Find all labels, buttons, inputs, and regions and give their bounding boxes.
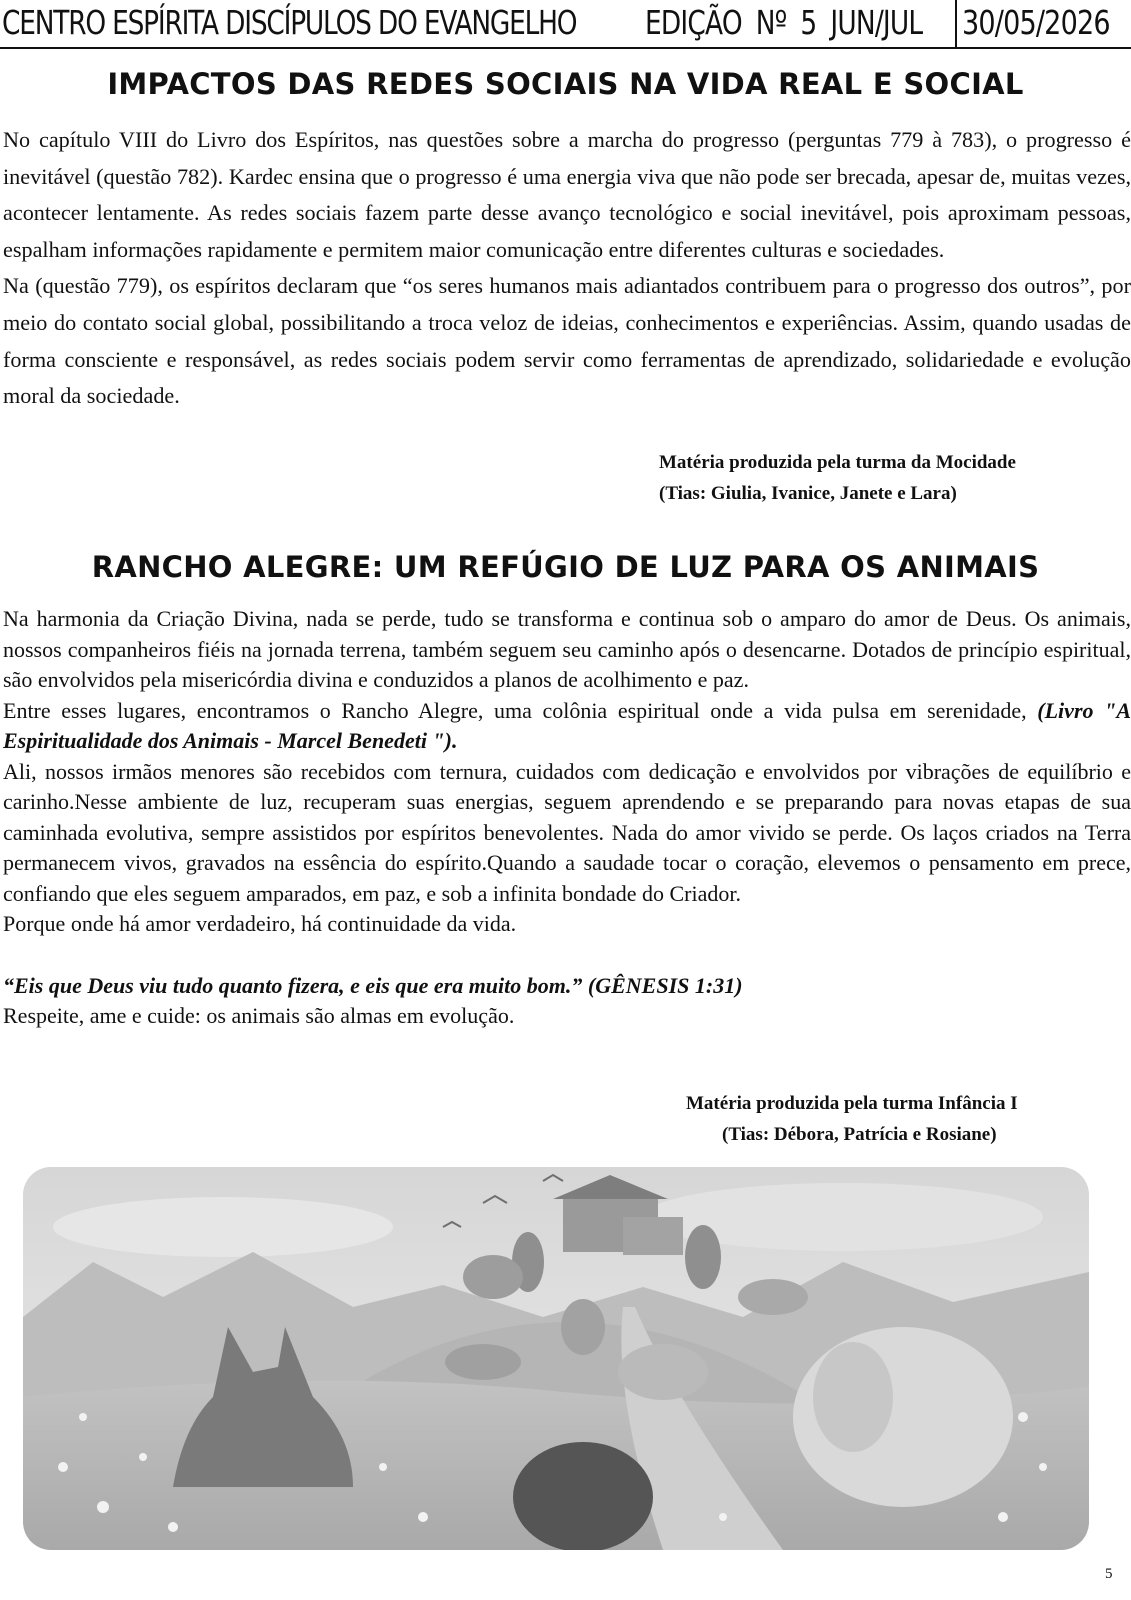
closing-line: Respeite, ame e cuide: os animais são almas em evolução.: [3, 1003, 515, 1028]
article2-credit: Matéria produzida pela turma Infância I: [686, 1093, 1018, 1114]
article1-body: [3, 122, 1131, 415]
article1-credit-names: (Tias: Giulia, Ivanice, Janete e Lara): [659, 483, 957, 504]
article2-paragraph-text: Entre esses lugares, encontramos o Rancho Alegre, uma colônia espiritual onde a vida pulsa em serenidade,: [3, 697, 1027, 723]
article1-paragraph: Na (questão 779), os espíritos declaram que “os seres humanos mais adiantados contribuem para o progresso dos outros”, por meio do contato social global, possibilitando a troca veloz de ideias, conhecimentos e experiências. Assim, quando usadas de forma consciente e responsável, as redes sociais podem servir como ferramentas de aprendizado, solidariedade e evolução moral da sociedade.: [3, 273, 1131, 409]
article1-credit: Matéria produzida pela turma da Mocidade: [659, 452, 1016, 473]
header-divider: [955, 0, 957, 49]
article2-paragraph: Na harmonia da Criação Divina, nada se perde, tudo se transforma e continua sob o amparo do amor de Deus. Os animais, nossos companheiros fiéis na jornada terrena, também seguem seu caminho após o desencarne. Dotados de princípio espiritual, são envolvidos pela misericórdia divina e conduzidos a planos de acolhimento e paz.: [3, 606, 1131, 692]
article2-body: [3, 604, 1131, 1032]
issue-date: 30/05/2026: [962, 3, 1110, 42]
article1-title: IMPACTOS DAS REDES SOCIAIS NA VIDA REAL E SOCIAL: [107, 67, 1024, 101]
page-number: 5: [1105, 1566, 1113, 1582]
article2-paragraph: Ali, nossos irmãos menores são recebidos com ternura, cuidados com dedicação e envolvidos por vibrações de equilíbrio e carinho.Nesse ambiente de luz, recuperam suas energias, seguem aprendendo e se preparando para novas etapas de sua caminhada evolutiva, sempre assistidos por espíritos benevolentes. Nada do amor vivido se perde. Os laços criados na Terra permanecem vivos, gravados na essência do espírito.Quando a saudade tocar o coração, elevemos o pensamento em prece, confiando que eles seguem amparados, em paz, e sob a infinita bondade do Criador.: [3, 758, 1131, 906]
masthead: [0, 0, 1131, 49]
article1-paragraph: No capítulo VIII do Livro dos Espíritos, nas questões sobre a marcha do progresso (perguntas 779 à 783), o progresso é inevitável (questão 782). Kardec ensina que o progresso é uma energia viva que não pode ser brecada, apesar de, muitas vezes, acontecer lentamente. As redes sociais fazem parte desse avanço tecnológico e social inevitável, pois aproximam pessoas, espalham informações rapidamente e permitem maior comunicação entre diferentes culturas e sociedades.: [3, 127, 1131, 262]
article2-title: RANCHO ALEGRE: UM REFÚGIO DE LUZ PARA OS ANIMAIS: [91, 550, 1040, 584]
bible-quote: “Eis que Deus viu tudo quanto fizera, e eis que era muito bom.” (GÊNESIS 1:31): [3, 972, 743, 998]
edition-label: EDIÇÃO Nº 5 JUN/JUL: [645, 3, 923, 42]
article2-paragraph: Porque onde há amor verdadeiro, há continuidade da vida.: [3, 911, 517, 936]
article2-paragraph: [3, 696, 1131, 757]
book-reference: (Livro "A Espiritualidade dos Animais - Marcel Benedeti ").: [3, 697, 1131, 753]
article2-credit-names: (Tias: Débora, Patrícia e Rosiane): [722, 1124, 997, 1145]
landscape-illustration-icon: [23, 1167, 1089, 1550]
spacer: [3, 940, 1131, 971]
organization-name: CENTRO ESPÍRITA DISCÍPULOS DO EVANGELHO: [2, 3, 577, 42]
